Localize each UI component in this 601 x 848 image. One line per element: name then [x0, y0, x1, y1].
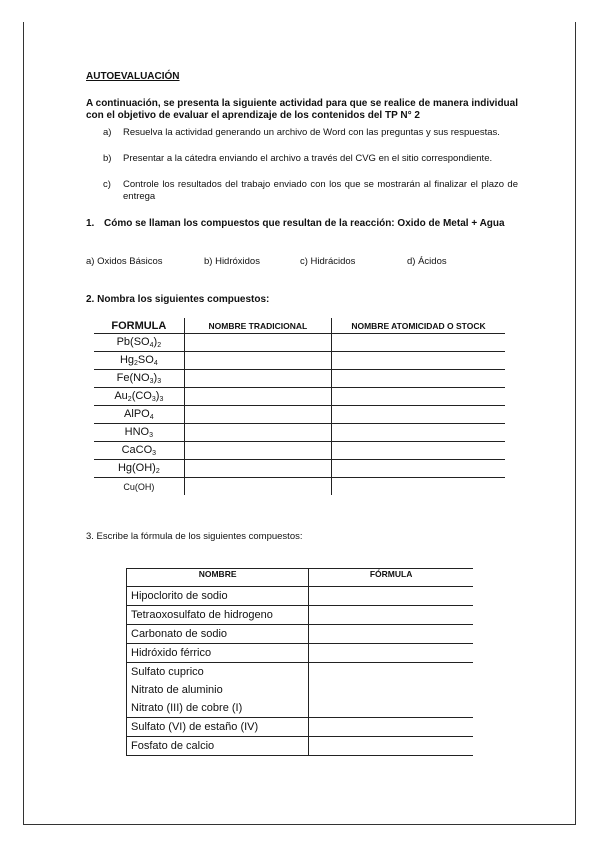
- formula-cell: [94, 442, 184, 460]
- stock-name-cell[interactable]: [331, 406, 505, 424]
- formula-subscript: 3: [149, 378, 154, 385]
- formula-text: Au: [114, 390, 128, 402]
- formula-text: Hg(OH): [117, 462, 156, 474]
- table-row: [127, 663, 474, 682]
- table-row: [127, 625, 474, 644]
- formula-text: CaCO: [121, 444, 153, 456]
- formula-text: HNO: [124, 426, 150, 438]
- formula-text: ): [155, 390, 160, 402]
- formula-subscript: 2: [155, 468, 160, 475]
- formula-subscript: 4: [149, 342, 154, 349]
- compound-name-cell: Sulfato cuprico: [127, 663, 309, 682]
- instruction-a: [103, 127, 518, 139]
- header-name: NOMBRE: [127, 569, 309, 587]
- formula-answer-cell[interactable]: [309, 663, 473, 682]
- traditional-name-cell[interactable]: [184, 406, 331, 424]
- compound-name-cell: Sulfato (VI) de estaño (IV): [127, 718, 309, 737]
- traditional-name-cell[interactable]: [184, 424, 331, 442]
- traditional-name-cell[interactable]: [184, 352, 331, 370]
- table-row: [127, 737, 474, 756]
- traditional-name-cell[interactable]: [184, 442, 331, 460]
- table-row: [127, 606, 474, 625]
- formula-answer-cell[interactable]: [309, 587, 473, 606]
- formula-text: SO: [137, 354, 154, 366]
- formula-subscript: 2: [157, 342, 162, 349]
- table-row: [94, 460, 505, 478]
- question-1: [86, 218, 518, 230]
- formula-answer-cell[interactable]: [309, 737, 473, 756]
- formula-cell: [94, 460, 184, 478]
- formula-text: Fe(NO: [116, 372, 150, 384]
- formula-cell: [94, 334, 184, 352]
- stock-name-cell[interactable]: [331, 370, 505, 388]
- formula-subscript: 4: [149, 414, 154, 421]
- formula-answer-cell[interactable]: [309, 625, 473, 644]
- table-row: [127, 681, 474, 699]
- table-row: [94, 352, 505, 370]
- formula-subscript: 3: [159, 396, 164, 403]
- table-row: [94, 442, 505, 460]
- formula-cell: [94, 388, 184, 406]
- instruction-letter: a): [103, 127, 112, 138]
- formula-answer-cell[interactable]: [309, 606, 473, 625]
- formula-cell: [94, 424, 184, 442]
- formula-cell: [94, 352, 184, 370]
- formula-answer-cell[interactable]: [309, 699, 473, 718]
- instruction-letter: c): [103, 179, 111, 190]
- instruction-letter: b): [103, 153, 112, 164]
- formula-text: Cu(OH): [123, 481, 155, 492]
- formula-answer-cell[interactable]: [309, 718, 473, 737]
- formula-subscript: 3: [157, 378, 162, 385]
- instruction-text: Presentar a la cátedra enviando el archivo a través del CVG en el sitio correspondiente.: [123, 153, 493, 164]
- question-text: Cómo se llaman los compuestos que resultan de la reacción: Oxido de Metal + Agua: [104, 218, 505, 229]
- traditional-name-cell[interactable]: [184, 478, 331, 496]
- table-row: [127, 644, 474, 663]
- formula-writing-table: [126, 568, 473, 756]
- table-row: [94, 424, 505, 442]
- table-row: [127, 718, 474, 737]
- stock-name-cell[interactable]: [331, 334, 505, 352]
- header-stock-name: NOMBRE ATOMICIDAD O STOCK: [331, 318, 505, 334]
- instruction-text: Controle los resultados del trabajo enviado con los que se mostrarán al finalizar el plazo de entrega: [123, 179, 518, 202]
- table-row: [94, 370, 505, 388]
- question-2: 2. Nombra los siguientes compuestos:: [86, 294, 270, 305]
- option-b[interactable]: b) Hidróxidos: [204, 256, 260, 267]
- traditional-name-cell[interactable]: [184, 388, 331, 406]
- option-d[interactable]: d) Ácidos: [407, 256, 447, 267]
- stock-name-cell[interactable]: [331, 460, 505, 478]
- formula-text: AlPO: [124, 408, 150, 420]
- page-title: AUTOEVALUACIÓN: [86, 71, 180, 82]
- formula-subscript: 2: [134, 360, 138, 367]
- formula-text: ): [153, 372, 158, 384]
- instruction-text: Resuelva la actividad generando un archivo de Word con las preguntas y sus respuestas.: [123, 127, 500, 138]
- table-row: [94, 334, 505, 352]
- table-row: [94, 478, 505, 496]
- compound-name-cell: Tetraoxosulfato de hidrogeno: [127, 606, 309, 625]
- table-row: [94, 388, 505, 406]
- question-3: 3. Escribe la fórmula de los siguientes compuestos:: [86, 531, 303, 542]
- formula-text: Hg: [119, 354, 135, 366]
- formula-subscript: 3: [151, 396, 156, 403]
- header-formula: FÓRMULA: [309, 569, 473, 587]
- formula-subscript: 2: [127, 396, 132, 403]
- compound-name-cell: Fosfato de calcio: [127, 737, 309, 756]
- option-a[interactable]: a) Oxidos Básicos: [86, 256, 163, 267]
- header-traditional-name: NOMBRE TRADICIONAL: [184, 318, 331, 334]
- compound-name-cell: Carbonato de sodio: [127, 625, 309, 644]
- intro-paragraph: A continuación, se presenta la siguiente actividad para que se realice de manera individual con el objetivo de evaluar el aprendizaje de los contenidos del TP N° 2: [86, 98, 518, 121]
- stock-name-cell[interactable]: [331, 352, 505, 370]
- stock-name-cell[interactable]: [331, 442, 505, 460]
- table-row: [127, 699, 474, 718]
- traditional-name-cell[interactable]: [184, 334, 331, 352]
- compound-name-cell: Hipoclorito de sodio: [127, 587, 309, 606]
- compound-name-cell: Nitrato de aluminio: [127, 681, 309, 699]
- stock-name-cell[interactable]: [331, 424, 505, 442]
- table-row: [94, 406, 505, 424]
- formula-subscript: 4: [153, 360, 158, 367]
- stock-name-cell[interactable]: [331, 388, 505, 406]
- stock-name-cell[interactable]: [331, 478, 505, 496]
- formula-text: (CO: [131, 390, 152, 402]
- formula-answer-cell[interactable]: [309, 644, 473, 663]
- formula-cell: [94, 478, 184, 496]
- formula-answer-cell[interactable]: [309, 681, 473, 699]
- traditional-name-cell[interactable]: [184, 460, 331, 478]
- formula-cell: [94, 370, 184, 388]
- question-number: 1.: [86, 218, 95, 229]
- compound-name-cell: Hidróxido férrico: [127, 644, 309, 663]
- instruction-c: [103, 179, 518, 203]
- table-row: [127, 587, 474, 606]
- formula-cell: [94, 406, 184, 424]
- compounds-naming-table: [94, 318, 505, 495]
- instruction-b: [103, 153, 518, 165]
- table-header-row: [127, 569, 474, 587]
- formula-text: ): [153, 336, 158, 348]
- formula-text: Pb(SO: [116, 336, 150, 348]
- table-header-row: [94, 318, 505, 334]
- formula-subscript: 3: [152, 450, 157, 457]
- option-c[interactable]: c) Hidrácidos: [300, 256, 356, 267]
- compound-name-cell: Nitrato (III) de cobre (I): [127, 699, 309, 718]
- header-formula: FORMULA: [94, 318, 184, 334]
- formula-subscript: 3: [149, 432, 154, 439]
- traditional-name-cell[interactable]: [184, 370, 331, 388]
